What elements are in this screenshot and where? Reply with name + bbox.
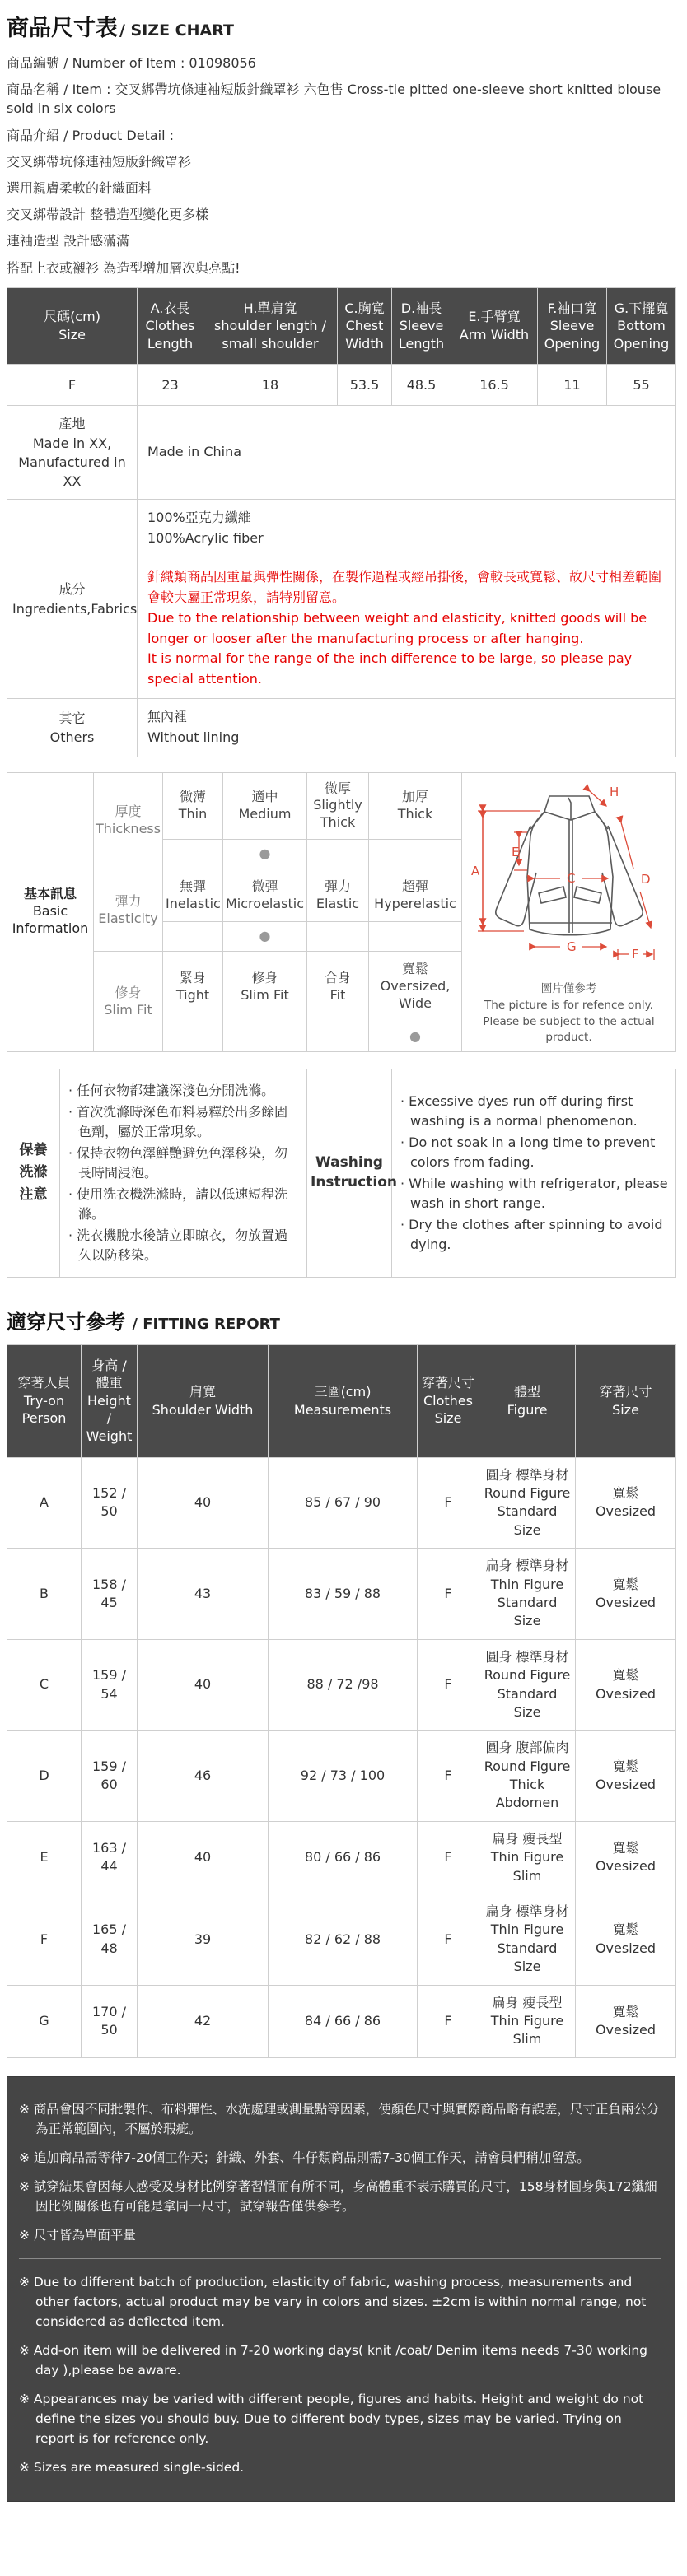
thickness-dot — [307, 839, 369, 869]
worn-size: 寬鬆 Ovesized — [576, 1894, 676, 1986]
shoulder-width: 46 — [138, 1731, 269, 1822]
figure: 扁身 瘦長型 Thin Figure Slim — [479, 1985, 576, 2057]
height-weight: 163 / 44 — [82, 1821, 138, 1894]
height-weight: 152 / 50 — [82, 1457, 138, 1549]
thickness-option: 微薄 Thin — [163, 772, 223, 839]
slimfit-option: 修身 Slim Fit — [223, 952, 307, 1022]
label-A: A — [470, 863, 479, 878]
size-chart-table — [7, 287, 676, 757]
col-clothes-size: 穿著尺寸 Clothes Size — [418, 1344, 479, 1457]
col-size: 穿著尺寸 Size — [576, 1344, 676, 1457]
label-D: D — [640, 871, 651, 887]
fabric-warning-zh: 針織類商品因重量與彈性關係，在製作過程或經吊掛後，會較長或寬鬆、故尺寸相差範圍會較大屬正常現象，請特別留意。 — [147, 569, 662, 605]
slimfit-option: 合身 Fit — [307, 952, 369, 1022]
washing-item-en: · Excessive dyes run off during first washing is a normal phenomenon. — [400, 1092, 638, 1129]
product-detail-line: 搭配上衣或襯衫 為造型增加層次與亮點! — [7, 259, 241, 276]
diagram-caption: 圖片僅參考 The picture is for refence only. Please be subject to the actual product. — [483, 982, 655, 1045]
washing-label-zh: 保養 洗滌 注意 — [7, 1069, 60, 1277]
disclaimer-footer — [7, 2076, 675, 2502]
garment-diagram-cell — [462, 772, 676, 1051]
measurements: 92 / 73 / 100 — [269, 1731, 418, 1822]
page-title — [7, 10, 675, 42]
figure: 扁身 標準身材 Thin Figure Standard Size — [479, 1549, 576, 1640]
slimfit-option: 寬鬆 Oversized, Wide — [369, 952, 462, 1022]
slimfit-dot — [163, 1022, 223, 1051]
person: A — [7, 1457, 82, 1549]
slimfit-dot — [307, 1022, 369, 1051]
others-row — [7, 698, 676, 757]
chest-width-value: 53.5 — [338, 365, 392, 406]
washing-item-zh: · 首次洗滌時深色布料易釋於出多餘固色劑，屬於正常現象。 — [68, 1103, 288, 1139]
worn-size: 寬鬆 Ovesized — [576, 1457, 676, 1549]
slimfit-dot — [223, 1022, 307, 1051]
figure: 圓身 腹部偏肉 Round Figure Thick Abdomen — [479, 1731, 576, 1822]
elasticity-option: 無彈 Inelastic — [163, 869, 223, 921]
fitting-row — [7, 1457, 676, 1549]
person: D — [7, 1731, 82, 1822]
clothes-size: F — [418, 1731, 479, 1822]
height-weight: 159 / 60 — [82, 1731, 138, 1822]
fabric-line: 100%Acrylic fiber — [147, 530, 264, 547]
fabric-label: 成分 Ingredients,Fabrics — [7, 500, 138, 699]
col-try-on-person: 穿著人員 Try-on Person — [7, 1344, 82, 1457]
slimfit-label: 修身 Slim Fit — [94, 952, 163, 1051]
fabric-warning — [147, 567, 666, 690]
fabric-line: 100%亞克力纖維 — [147, 510, 251, 526]
thickness-dot: ● — [223, 839, 307, 869]
label-F: F — [631, 946, 639, 962]
figure: 扁身 標準身材 Thin Figure Standard Size — [479, 1894, 576, 1986]
fabric-row — [7, 500, 676, 699]
shoulder-width: 42 — [138, 1985, 269, 2057]
fabric-warning-en: It is normal for the range of the inch difference to be large, so please pay special attention. — [147, 650, 633, 687]
sleeve-opening-value: 11 — [538, 365, 607, 406]
footer-note-zh: ※ 商品會因不同批製作、布料彈性、水洗處理或測量點等因素，使顏色尺寸與實際商品略有誤差，尺寸正負兩公分為正常範圍內，不屬於瑕疵。 — [19, 2101, 660, 2136]
washing-list-zh — [60, 1069, 307, 1277]
thickness-dot — [369, 839, 462, 869]
garment-measurement-diagram — [466, 778, 672, 974]
elasticity-option: 彈力 Elastic — [307, 869, 369, 921]
height-weight: 158 / 45 — [82, 1549, 138, 1640]
measurements: 80 / 66 / 86 — [269, 1821, 418, 1894]
item-number-line: 商品編號 / Number of Item : 01098056 — [7, 55, 256, 71]
col-bottom-opening: G.下擺寬 Bottom Opening — [607, 287, 676, 365]
product-detail-line: 交叉綁帶設計 整體造型變化更多樣 — [7, 207, 209, 223]
col-measurements: 三圍(cm) Measurements — [269, 1344, 418, 1457]
clothes-size: F — [418, 1639, 479, 1731]
measurements: 88 / 72 /98 — [269, 1639, 418, 1731]
sleeve-length-value: 48.5 — [392, 365, 451, 406]
col-shoulder: H.單肩寬 shoulder length / small shoulder — [203, 287, 338, 365]
col-size: 尺碼(cm) Size — [7, 287, 138, 365]
worn-size: 寬鬆 Ovesized — [576, 1985, 676, 2057]
fitting-row — [7, 1731, 676, 1822]
shoulder-width: 39 — [138, 1894, 269, 1986]
size-value: F — [7, 365, 138, 406]
origin-label: 產地 Made in XX, Manufactured in XX — [7, 406, 138, 500]
washing-list-en — [392, 1069, 676, 1277]
washing-item-zh: · 洗衣機脫水後請立即晾衣，勿放置過久以防移染。 — [68, 1227, 288, 1263]
size-table-data-row — [7, 365, 676, 406]
thickness-label: 厚度 Thickness — [94, 772, 163, 869]
label-E: E — [511, 844, 519, 859]
person: B — [7, 1549, 82, 1640]
product-detail-line: 交叉綁帶坑條連袖短版針織罩衫 — [7, 153, 192, 170]
label-G: G — [566, 939, 577, 954]
measurements: 82 / 62 / 88 — [269, 1894, 418, 1986]
footer-note-zh: ※ 追加商品需等待7-20個工作天；針織、外套、牛仔類商品則需7-30個工作天，請會員們稍加留意。 — [19, 2150, 590, 2165]
footer-note-en: ※ Due to different batch of production, elasticity of fabric, washing process, measurements and other factors, actual product may be vary in colors and sizes. ±2cm is within normal range, not considered as deflected item. — [19, 2274, 647, 2329]
person: E — [7, 1821, 82, 1894]
measurements: 85 / 67 / 90 — [269, 1457, 418, 1549]
col-sleeve-length: D.袖長 Sleeve Length — [392, 287, 451, 365]
label-H: H — [609, 784, 619, 799]
footer-note-zh: ※ 試穿結果會因每人感受及身材比例穿著習慣而有所不同，身高體重不表示購買的尺寸，158身材圓身與172纖細因比例關係也有可能是拿同一尺寸，試穿報告僅供參考。 — [19, 2178, 657, 2214]
origin-row — [7, 406, 676, 500]
height-weight: 170 / 50 — [82, 1985, 138, 2057]
thickness-option: 適中 Medium — [223, 772, 307, 839]
worn-size: 寬鬆 Ovesized — [576, 1639, 676, 1731]
col-clothes-length: A.衣長 Clothes Length — [138, 287, 203, 365]
washing-item-zh: · 保持衣物色澤鮮艷避免色澤移染，勿長時間浸泡。 — [68, 1144, 288, 1181]
washing-title-en: Washing Instruction — [307, 1069, 392, 1277]
product-detail-label: 商品介紹 / Product Detail : — [7, 127, 175, 143]
slimfit-dot: ● — [369, 1022, 462, 1051]
arm-width-value: 16.5 — [451, 365, 538, 406]
clothes-size: F — [418, 1985, 479, 2057]
clothes-size: F — [418, 1549, 479, 1640]
basic-info-label: 基本訊息 Basic Information — [7, 772, 94, 1051]
fitting-row — [7, 1549, 676, 1640]
col-arm-width: E.手臂寬 Arm Width — [451, 287, 538, 365]
fitting-row — [7, 1821, 676, 1894]
basic-info-table — [7, 772, 676, 1052]
elasticity-option: 超彈 Hyperelastic — [369, 869, 462, 921]
thickness-option: 加厚 Thick — [369, 772, 462, 839]
size-table-header-row — [7, 287, 676, 365]
measurements: 84 / 66 / 86 — [269, 1985, 418, 2057]
figure: 圓身 標準身材 Round Figure Standard Size — [479, 1457, 576, 1549]
measurements: 83 / 59 / 88 — [269, 1549, 418, 1640]
elasticity-dot — [307, 922, 369, 952]
washing-item-en: · While washing with refrigerator, please wash in short range. — [400, 1175, 668, 1211]
clothes-size: F — [418, 1457, 479, 1549]
person: F — [7, 1894, 82, 1986]
clothes-size: F — [418, 1821, 479, 1894]
washing-item-zh: · 使用洗衣機洗滌時，請以低速短程洗滌。 — [68, 1186, 288, 1222]
elasticity-label: 彈力 Elasticity — [94, 869, 163, 951]
col-figure: 體型 Figure — [479, 1344, 576, 1457]
worn-size: 寬鬆 Ovesized — [576, 1731, 676, 1822]
shoulder-width: 40 — [138, 1821, 269, 1894]
footer-note-en: ※ Add-on item will be delivered in 7-20 working days( knit /coat/ Denim items needs 7-30 working day ),please be aware. — [19, 2342, 647, 2378]
figure: 扁身 瘦長型 Thin Figure Slim — [479, 1821, 576, 1894]
col-chest-width: C.胸寬 Chest Width — [338, 287, 392, 365]
washing-table — [7, 1069, 676, 1278]
shoulder-value: 18 — [203, 365, 338, 406]
fitting-row — [7, 1639, 676, 1731]
page-title-en: / SIZE CHART — [119, 21, 234, 40]
washing-item-zh: · 任何衣物都建議深淺色分開洗滌。 — [68, 1082, 275, 1098]
bottom-opening-value: 55 — [607, 365, 676, 406]
fabric-warning-en: Due to the relationship between weight and elasticity, knitted goods will be longer or looser after the manufacturing process or after hanging. — [147, 609, 647, 646]
elasticity-dot — [163, 922, 223, 952]
col-height-weight: 身高 / 體重 Height / Weight — [82, 1344, 138, 1457]
worn-size: 寬鬆 Ovesized — [576, 1821, 676, 1894]
fitting-row — [7, 1985, 676, 2057]
page-title-zh: 商品尺寸表 — [7, 16, 118, 41]
footer-note-zh: ※ 尺寸皆為單面平量 — [19, 2227, 136, 2243]
elasticity-option: 微彈 Microelastic — [223, 869, 307, 921]
person: C — [7, 1639, 82, 1731]
col-shoulder-width: 肩寬 Shoulder Width — [138, 1344, 269, 1457]
thickness-option: 微厚 Slightly Thick — [307, 772, 369, 839]
footer-note-en: ※ Sizes are measured single-sided. — [19, 2459, 245, 2475]
shoulder-width: 40 — [138, 1639, 269, 1731]
height-weight: 159 / 54 — [82, 1639, 138, 1731]
worn-size: 寬鬆 Ovesized — [576, 1549, 676, 1640]
clothes-size: F — [418, 1894, 479, 1986]
item-name-line: 商品名稱 / Item : 交叉綁帶坑條連袖短版針織罩衫 六色售 Cross-tie pitted one-sleeve short knitted blouse sold in six colors — [7, 82, 661, 117]
others-label: 其它 Others — [7, 698, 138, 757]
figure: 圓身 標準身材 Round Figure Standard Size — [479, 1639, 576, 1731]
footer-note-en: ※ Appearances may be varied with different people, figures and habits. Height and weight do not define the sizes you should buy. Due to different body types, sizes may be varied. Trying on report is for reference only. — [19, 2391, 644, 2446]
fabric-value — [138, 500, 676, 699]
fitting-report-table — [7, 1344, 676, 2058]
fitting-row — [7, 1894, 676, 1986]
fitting-report-heading: 適穿尺寸參考 / FITTING REPORT — [7, 1310, 280, 1334]
washing-item-en: · Do not soak in a long time to prevent colors from fading. — [400, 1134, 656, 1170]
thickness-dot — [163, 839, 223, 869]
product-detail-line: 連袖造型 設計感滿滿 — [7, 233, 130, 249]
person: G — [7, 1985, 82, 2057]
fitting-header-row — [7, 1344, 676, 1457]
product-detail-line: 選用親膚柔軟的針織面料 — [7, 179, 152, 196]
origin-value: Made in China — [138, 406, 676, 500]
elasticity-dot: ● — [223, 922, 307, 952]
others-value: 無內裡 Without lining — [138, 698, 676, 757]
clothes-length-value: 23 — [138, 365, 203, 406]
elasticity-dot — [369, 922, 462, 952]
shoulder-width: 43 — [138, 1549, 269, 1640]
footer-divider — [19, 2258, 661, 2259]
slimfit-option: 緊身 Tight — [163, 952, 223, 1022]
jacket-outline — [495, 796, 642, 935]
washing-item-en: · Dry the clothes after spinning to avoid dying. — [400, 1216, 663, 1252]
col-sleeve-opening: F.袖口寬 Sleeve Opening — [538, 287, 607, 365]
shoulder-width: 40 — [138, 1457, 269, 1549]
height-weight: 165 / 48 — [82, 1894, 138, 1986]
label-C: C — [566, 870, 575, 886]
